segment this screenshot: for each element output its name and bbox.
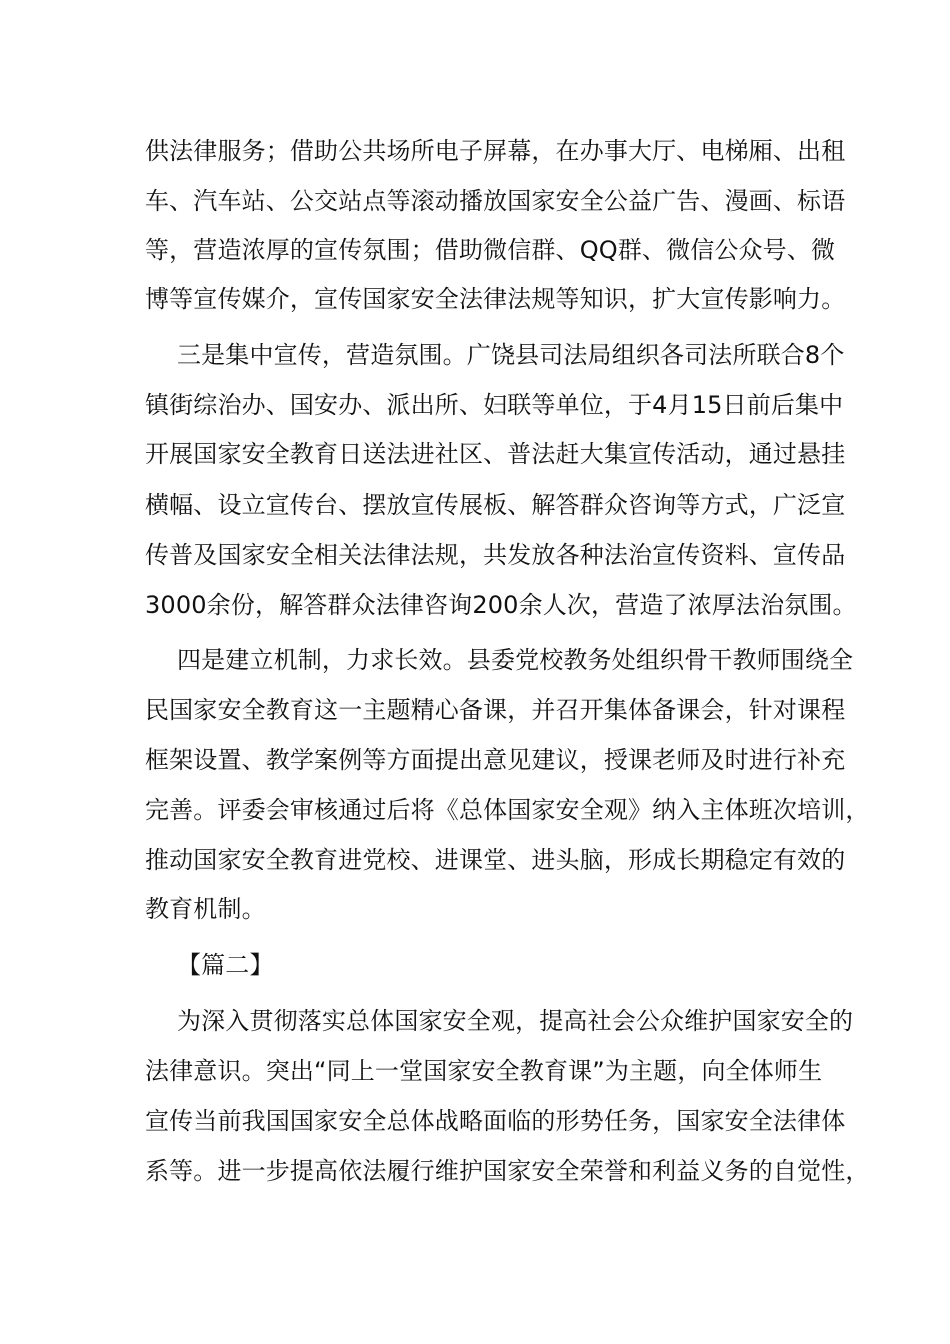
text-line: 传普及国家安全相关法律法规，共发放各种法治宣传资料、宣传品 [145,541,846,569]
text-line: 教育机制。 [145,895,266,923]
text-line: 等，营造浓厚的宣传氛围；借助微信群、QQ群、微信公众号、微 [145,236,836,264]
text-line: 车、汽车站、公交站点等滚动播放国家安全公益广告、漫画、标语 [145,187,846,215]
text-line: 完善。评委会审核通过后将《总体国家安全观》纳入主体班次培训， [145,796,870,824]
text-line: 供法律服务；借助公共场所电子屏幕，在办事大厅、电梯厢、出租 [145,137,846,165]
text-line: 宣传当前我国国家安全总体战略面临的形势任务，国家安全法律体 [145,1107,846,1135]
section-heading: 【篇二】 [177,951,274,979]
text-line: 3000余份，解答群众法律咨询200余人次，营造了浓厚法治氛围。 [145,591,857,619]
text-line: 法律意识。突出“同上一堂国家安全教育课”为主题，向全体师生 [145,1057,823,1085]
text-line: 系等。进一步提高依法履行维护国家安全荣誉和利益义务的自觉性， [145,1157,870,1185]
paragraph-first-line: 三是集中宣传，营造氛围。广饶县司法局组织各司法所联合8个 [177,341,845,369]
text-line: 开展国家安全教育日送法进社区、普法赶大集宣传活动，通过悬挂 [145,440,846,468]
text-line: 镇街综治办、国安办、派出所、妇联等单位，于4月15日前后集中 [145,391,844,419]
paragraph-first-line: 为深入贯彻落实总体国家安全观，提高社会公众维护国家安全的 [177,1007,854,1035]
text-line: 推动国家安全教育进党校、进课堂、进头脑，形成长期稳定有效的 [145,846,846,874]
text-line: 民国家安全教育这一主题精心备课，并召开集体备课会，针对课程 [145,696,846,724]
text-line: 框架设置、教学案例等方面提出意见建议，授课老师及时进行补充 [145,746,846,774]
paragraph-first-line: 四是建立机制，力求长效。县委党校教务处组织骨干教师围绕全 [177,646,854,674]
text-line: 博等宣传媒介，宣传国家安全法律法规等知识，扩大宣传影响力。 [145,285,846,313]
text-line: 横幅、设立宣传台、摆放宣传展板、解答群众咨询等方式，广泛宣 [145,491,846,519]
